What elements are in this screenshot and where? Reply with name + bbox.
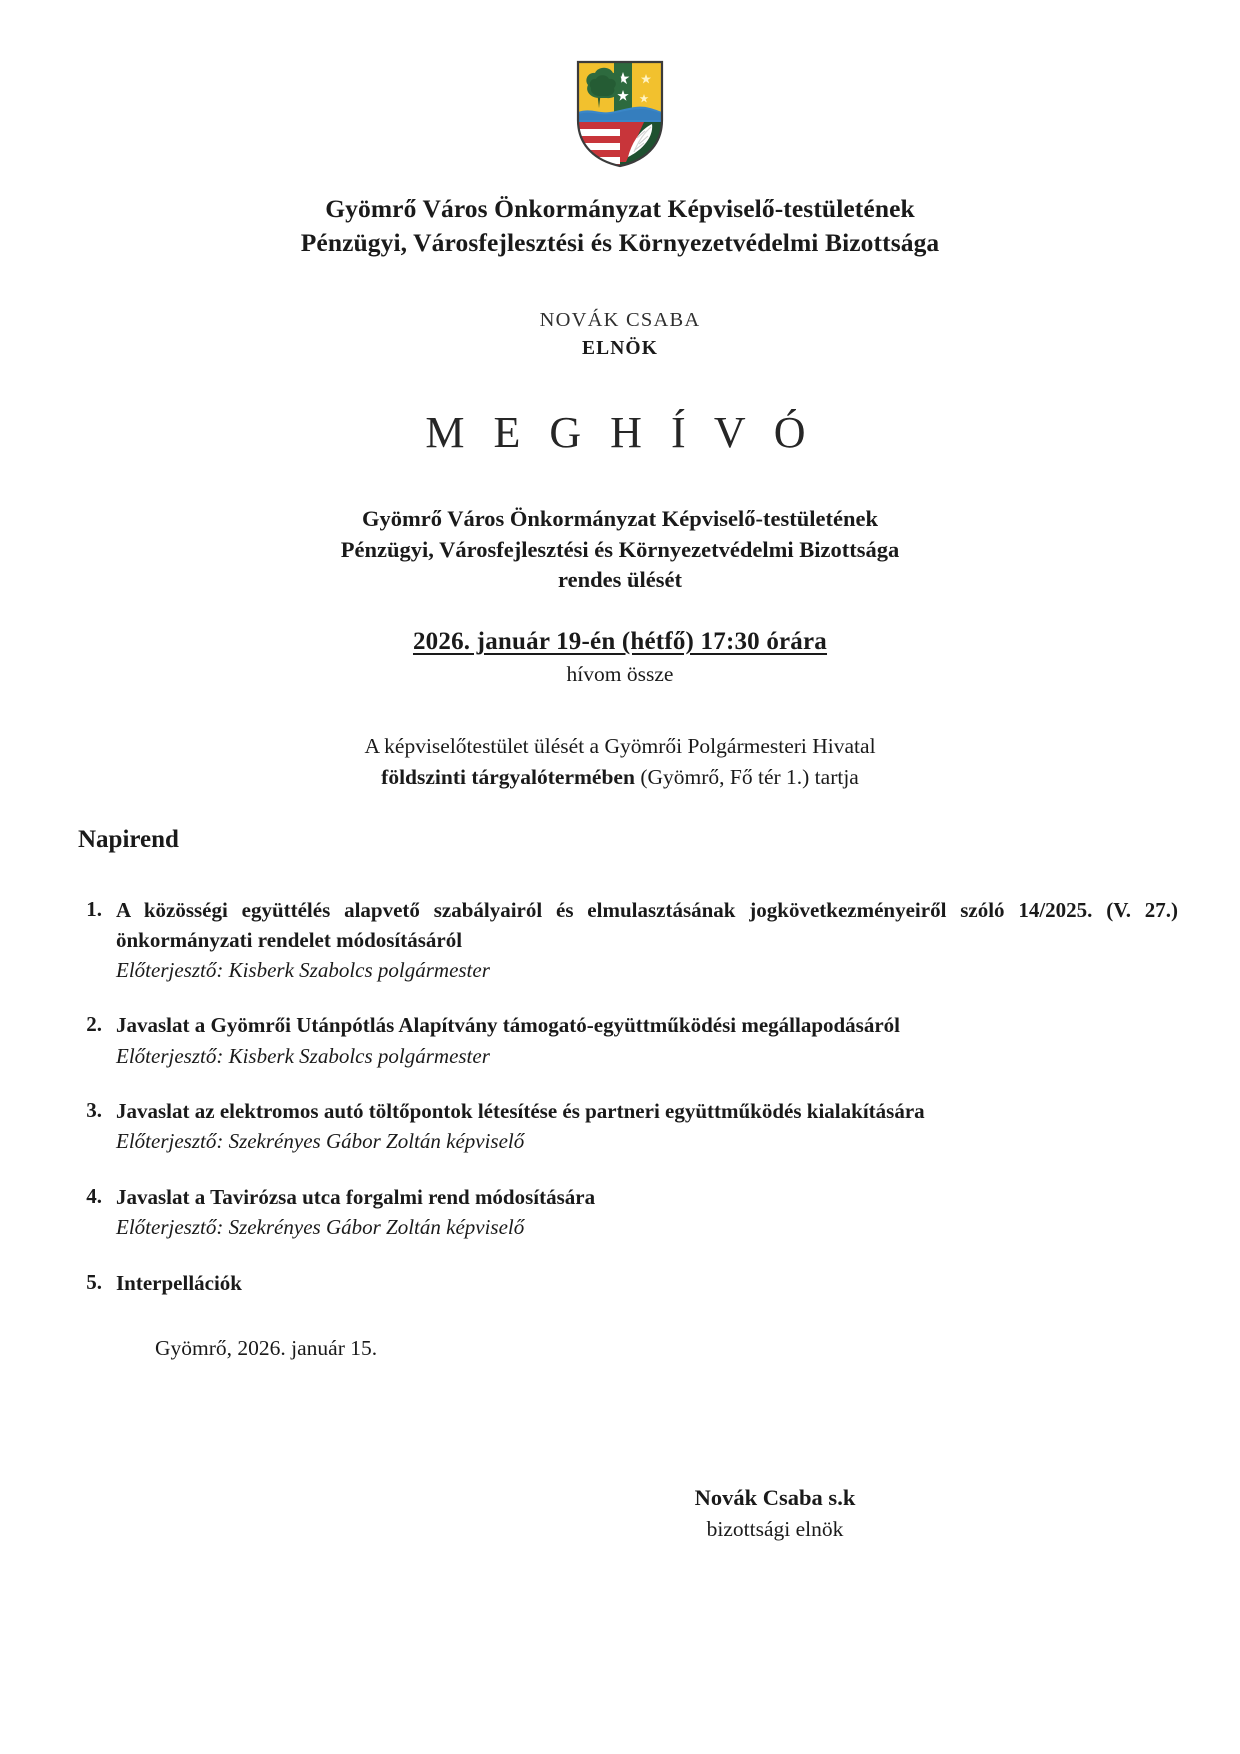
document-title: M E G H Í V Ó [425, 408, 815, 458]
agenda-item-title: Javaslat az elektromos autó töltőpontok létesítése és partneri együttműködés kialakítására [116, 1099, 925, 1124]
chair-block [0, 307, 1240, 361]
agenda-item-title: Javaslat a Gyömrői Utánpótlás Alapítvány támogató-együttműködési megállapodásáról [116, 1013, 901, 1038]
invitation-body [0, 504, 1240, 596]
venue-line-2 [0, 762, 1240, 793]
agenda-item-content [116, 1269, 1178, 1298]
place-and-date: Gyömrő, 2026. január 15. [155, 1336, 378, 1361]
organisation-header-line-2: Pénzügyi, Városfejlesztési és Környezetvédelmi Bizottsága [300, 227, 940, 257]
agenda-item-1 [78, 896, 1178, 985]
agenda-item-presenter: Előterjesztő: Kisberk Szabolcs polgármester [116, 957, 490, 982]
agenda-item-title: Interpellációk [116, 1270, 242, 1295]
signature-name: Novák Csaba s.k [694, 1485, 856, 1511]
organisation-header [0, 192, 1240, 259]
agenda-list [78, 896, 1178, 1298]
agenda-item-2 [78, 1011, 1178, 1071]
meeting-datetime: 2026. január 19-én (hétfő) 17:30 órára [412, 628, 828, 656]
agenda-item-title: A közösségi együttélés alapvető szabályairól és elmulasztásának jogkövetkezményeiről szóló 14/2025. (V. 27.) önkormányzati rendelet módosításáról [116, 898, 1178, 952]
agenda-item-5 [78, 1269, 1178, 1298]
agenda-item-presenter: Előterjesztő: Szekrényes Gábor Zoltán képviselő [116, 1215, 525, 1240]
venue-room: földszinti tárgyalótermében [381, 764, 635, 789]
agenda-item-title: Javaslat a Tavirózsa utca forgalmi rend módosítására [116, 1184, 596, 1209]
agenda-item-number: 2. [86, 1012, 102, 1037]
agenda-item-number: 4. [86, 1183, 102, 1208]
agenda-item-number: 3. [86, 1098, 102, 1123]
venue-address: (Gyömrő, Fő tér 1.) tartja [634, 764, 859, 789]
agenda-item-presenter: Előterjesztő: Kisberk Szabolcs polgármester [116, 1043, 490, 1068]
venue-line-1: A képviselőtestület ülését a Gyömrői Polgármesteri Hivatal [364, 734, 876, 759]
agenda-item-content [116, 1097, 1178, 1157]
crest-container [0, 0, 1240, 170]
venue-block [0, 731, 1240, 792]
gyomro-coat-of-arms-icon [574, 58, 666, 170]
agenda-item-4 [78, 1183, 1178, 1243]
agenda-item-content [116, 896, 1178, 985]
agenda-item-number: 5. [86, 1269, 102, 1294]
invitation-line-2: Pénzügyi, Városfejlesztési és Környezetvédelmi Bizottsága [340, 536, 900, 562]
signature-block [0, 1483, 1240, 1544]
invitation-line-3: rendes ülését [558, 567, 682, 593]
signature-role: bizottsági elnök [706, 1517, 844, 1542]
agenda-heading: Napirend [78, 826, 179, 854]
agenda-item-presenter: Előterjesztő: Szekrényes Gábor Zoltán képviselő [116, 1129, 525, 1154]
chair-name: NOVÁK CSABA [539, 309, 701, 332]
chair-role: ELNÖK [582, 337, 658, 359]
invitation-line-1: Gyömrő Város Önkormányzat Képviselő-testületének [362, 506, 878, 532]
organisation-header-line-1: Gyömrő Város Önkormányzat Képviselő-testületének [325, 194, 915, 223]
agenda-item-number: 1. [86, 897, 102, 922]
agenda-item-3 [78, 1097, 1178, 1157]
convene-text: hívom össze [566, 662, 674, 687]
meeting-datetime-block [0, 628, 1240, 687]
agenda-item-content [116, 1011, 1178, 1071]
agenda-item-content [116, 1183, 1178, 1243]
